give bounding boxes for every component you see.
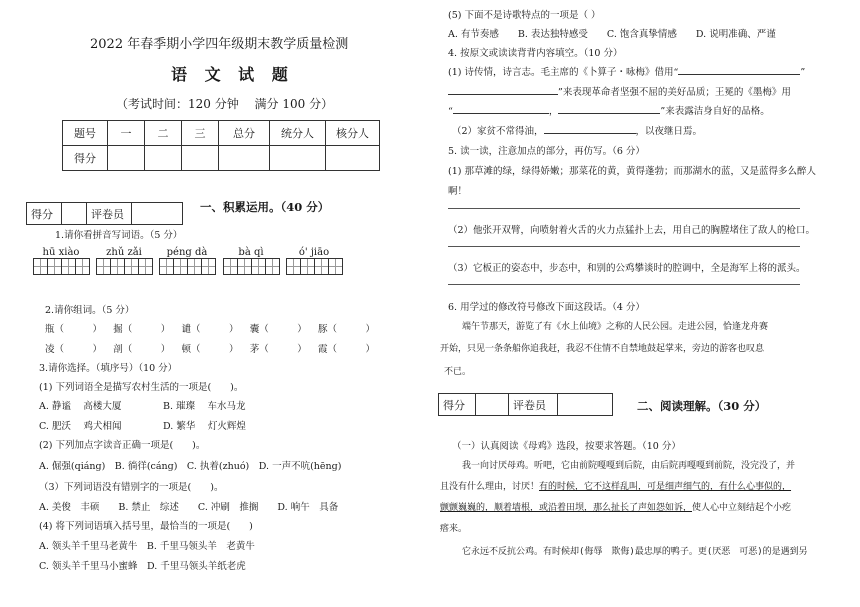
q4-1-text: ”来表现革命者坚强不屈的美好品质；王冕的《墨梅》用 — [558, 87, 791, 98]
zuci-item[interactable]: 囊（ ） — [249, 324, 307, 335]
q4-1-text: (1) 诗传情，诗言志。毛主席的《卜算子・咏梅》借用“ — [448, 67, 679, 78]
q6-prompt: 6. 用学过的修改符号修改下面这段话。（4 分） — [448, 302, 645, 313]
zuci-item[interactable]: 瓶（ ） — [45, 324, 103, 335]
fill-blank[interactable] — [453, 113, 549, 114]
reading-1-line — [440, 500, 791, 513]
q1-prompt: 1.请你看拼音写词语。（5 分） — [55, 230, 183, 241]
grader-score-cell[interactable] — [62, 203, 87, 225]
tianzi-boxes[interactable] — [33, 258, 89, 275]
score-header: 核分人 — [326, 121, 380, 146]
score-cell[interactable] — [219, 146, 270, 171]
q3-1-prompt: (1) 下列词语全是描写农村生活的一项是( )。 — [39, 382, 244, 393]
exam-title: 2022 年春季期小学四年级期末教学质量检测 — [90, 37, 349, 52]
pinyin-text: bà qì — [238, 247, 264, 258]
score-cell[interactable] — [145, 146, 182, 171]
q4-1-quote: “ — [448, 106, 453, 117]
q4-prompt: 4. 按原文或读读背背内容填空。（10 分） — [448, 48, 623, 59]
fill-blank[interactable] — [558, 113, 660, 114]
q4-1-line-a — [448, 64, 805, 78]
grader-box-2 — [438, 393, 613, 416]
q4-1-comma: ， — [548, 106, 559, 117]
q4-2-text: （2）家贫不常得油， — [452, 126, 544, 137]
q5b-3-sentence: （3）它板正的姿态中，步态中，和别的公鸡攀谈时的腔调中，全是海军上将的派头。 — [448, 263, 806, 274]
fill-blank[interactable] — [448, 94, 558, 95]
q4-1-quote: ” — [800, 67, 806, 78]
zuci-item[interactable]: 豚（ ） — [317, 324, 375, 335]
score-cell[interactable] — [182, 146, 219, 171]
tianzi-boxes[interactable] — [286, 258, 342, 275]
reading-1-line: 它永远不反抗公鸡。有时候却(侮辱 欺侮)最忠厚的鸭子。更(厌恶 可恶)的是遇到另 — [462, 547, 808, 557]
reading-1-text: 且没有什么理由，讨厌！ — [440, 482, 540, 492]
pinyin-item — [159, 247, 215, 275]
reading-1-line — [440, 479, 791, 492]
grader-score-label: 得分 — [27, 203, 62, 225]
q3-4-prompt: (4) 将下列词语填入括号里，最恰当的一项是( ) — [39, 521, 253, 532]
q4-2-line — [452, 123, 702, 137]
q5b-2-sentence: （2）他张开双臂，向喷射着火舌的火力点猛扑上去，用自己的胸膛堵住了敌人的枪口。 — [448, 225, 816, 236]
q5-prompt: (5) 下面不是诗歌特点的一项是（ ） — [448, 10, 601, 21]
pinyin-item — [286, 247, 342, 275]
reading-1-line: 我一向讨厌母鸡。听吧，它由前院嘎嘎到后院，由后院再嘎嘎到前院，没完没了，并 — [462, 461, 796, 471]
q4-2-text: ，以夜继日焉。 — [635, 126, 703, 137]
score-header: 二 — [145, 121, 182, 146]
q4-1-line-b — [448, 84, 791, 98]
q5-options[interactable]: A. 有节奏感 B. 表达独特感受 C. 饱含真挚情感 D. 说明准确、严谨 — [448, 29, 776, 40]
section-2-heading: 二、阅读理解。（30 分） — [637, 399, 767, 413]
q3-3-prompt: （3）下列词语没有错别字的一项是( )。 — [39, 482, 224, 493]
reading-1-line: 瘩来。 — [440, 524, 468, 534]
reading-1-prompt: （一）认真阅读《母鸡》选段，按要求答题。（10 分） — [452, 441, 681, 452]
section-1-heading: 一、积累运用。（40 分） — [200, 200, 330, 214]
grader-score-cell[interactable] — [476, 394, 509, 416]
zuci-row — [45, 321, 375, 335]
pinyin-text: zhǔ zǎi — [106, 247, 142, 258]
tianzi-boxes[interactable] — [159, 258, 215, 275]
zuci-item[interactable]: 谴（ ） — [181, 324, 239, 335]
q3-4-options-cd[interactable]: C. 领头羊千里马小蜜蜂 D. 千里马领头羊纸老虎 — [39, 561, 246, 572]
score-header: 一 — [108, 121, 145, 146]
q3-2-prompt: (2) 下列加点字读音正确一项是( )。 — [39, 440, 206, 451]
answer-line[interactable] — [448, 284, 800, 285]
q4-1-text: ”来表露洁身自好的品格。 — [660, 106, 770, 117]
grader-label: 评卷员 — [87, 203, 132, 225]
fill-blank[interactable] — [678, 74, 800, 75]
zuci-row — [45, 341, 375, 355]
zuci-item[interactable]: 霞（ ） — [317, 344, 375, 355]
q3-1-option-d[interactable]: D. 繁华 灯火辉煌 — [163, 421, 246, 432]
q6-paragraph-line: 开始，只见一条条船你追我赶，我忍不住情不自禁地鼓起掌来，旁边的游客也叹息 — [440, 344, 765, 354]
score-header: 三 — [182, 121, 219, 146]
q5b-1-sentence-end: 啊！ — [448, 186, 468, 197]
q2-prompt: 2.请你组词。（5 分） — [45, 305, 135, 316]
pinyin-item — [223, 247, 279, 275]
q4-1-line-c — [448, 103, 770, 117]
score-row-label: 得分 — [63, 146, 108, 171]
reading-1-underlined: 颤颤巍巍的，顺着墙根，或沿着田坝，那么扯长了声如怨如诉， — [440, 503, 693, 513]
reading-1-text: 使人心中立刻结起个小疙 — [692, 503, 792, 513]
zuci-item[interactable]: 凌（ ） — [45, 344, 103, 355]
pinyin-item — [33, 247, 89, 275]
pinyin-item — [96, 247, 152, 275]
q3-prompt: 3.请你选择。（填序号）（10 分） — [39, 363, 178, 374]
zuci-item[interactable]: 掘（ ） — [113, 324, 171, 335]
grader-cell[interactable] — [558, 394, 613, 416]
score-header: 总分 — [219, 121, 270, 146]
reading-1-underlined: 有的时候，它不这样乱叫，可是细声细气的，有什么心事似的， — [539, 482, 792, 492]
fill-blank[interactable] — [544, 133, 636, 134]
exam-info: （考试时间：120 分钟 满分 100 分） — [116, 97, 334, 111]
q3-1-option-a[interactable]: A. 静谧 高楼大厦 — [39, 401, 122, 412]
q3-1-option-c[interactable]: C. 肥沃 鸡犬相闻 — [39, 421, 122, 432]
score-cell[interactable] — [108, 146, 145, 171]
zuci-item[interactable]: 剖（ ） — [113, 344, 171, 355]
zuci-item[interactable]: 茅（ ） — [249, 344, 307, 355]
pinyin-text: péng dà — [166, 247, 208, 258]
subject-title: 语 文 试 题 — [171, 65, 294, 84]
grader-cell[interactable] — [132, 203, 183, 225]
q6-paragraph-line: 端午节那天，游览了有《水上仙境》之称的人民公园。走进公园，恰逢龙舟赛 — [462, 322, 769, 332]
q3-3-options[interactable]: A. 美俊 丰硕 B. 禁止 综述 C. 冲刷 推搁 D. 响午 具备 — [39, 502, 339, 513]
zuci-item[interactable]: 顿（ ） — [181, 344, 239, 355]
q3-4-options-ab[interactable]: A. 领头羊千里马老黄牛 B. 千里马领头羊 老黄牛 — [39, 541, 255, 552]
pinyin-text: hū xiào — [42, 247, 80, 258]
score-table — [62, 120, 380, 171]
q3-2-options[interactable]: A. 倔强(qiáng) B. 徜徉(cáng) C. 执着(zhuó) D. 一声不吭(hēng) — [39, 461, 342, 472]
answer-line[interactable] — [448, 246, 800, 247]
pinyin-text: ó' jiāo — [298, 247, 330, 258]
grader-box-1 — [26, 202, 183, 225]
grader-score-label: 得分 — [439, 394, 476, 416]
q6-paragraph-line: 不已。 — [444, 367, 472, 377]
tianzi-boxes[interactable] — [96, 258, 152, 275]
score-cell[interactable] — [326, 146, 380, 171]
score-header: 统分人 — [270, 121, 326, 146]
q5b-1-sentence: (1) 那草滩的绿，绿得娇嫩；那菜花的黄，黄得蓬勃；而那湖水的蓝，又是蓝得多么醉人 — [448, 166, 816, 177]
score-cell[interactable] — [270, 146, 326, 171]
q3-1-option-b[interactable]: B. 璀璨 车水马龙 — [163, 401, 246, 412]
score-header: 题号 — [63, 121, 108, 146]
grader-label: 评卷员 — [509, 394, 558, 416]
q5b-prompt: 5. 读一读，注意加点的部分，再仿写。（6 分） — [448, 146, 645, 157]
tianzi-boxes[interactable] — [223, 258, 279, 275]
answer-line[interactable] — [448, 208, 800, 209]
